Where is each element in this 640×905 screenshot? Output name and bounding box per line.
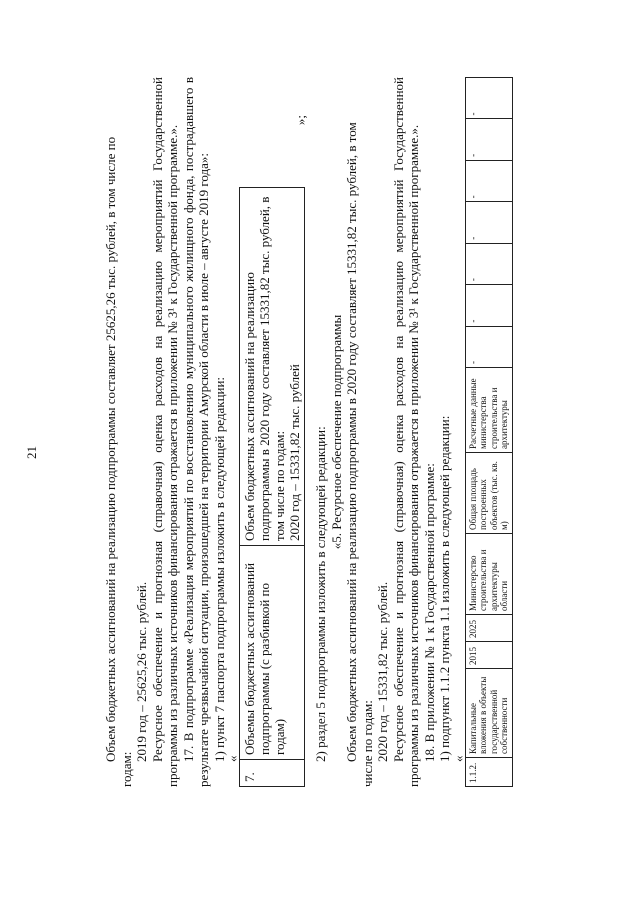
- table-row: [465, 78, 512, 787]
- item-18-sub-1: 1) подпункт 1.1.2 пункта 1.1 изложить в следующей редакции:: [437, 415, 452, 762]
- item-18: 18. В приложении № 1 к Государственной программе:: [421, 463, 437, 762]
- section-5-text-1: Объем бюджетных ассигнований на реализацию подпрограммы в 2020 году составляет 15331,82 тыс. рублей, в том: [344, 122, 359, 762]
- item-17-sub-2: 2) раздел 5 подпрограммы изложить в следующей редакции:: [313, 426, 328, 762]
- document-body: [103, 77, 513, 787]
- table-value-line-1: Объем бюджетных ассигнований на реализацию подпрограммы в 2020 году составляет 15331,82 тыс. рублей, в том числе по годам:: [242, 196, 287, 541]
- section-5-heading: «5. Ресурсное обеспечение подпрограммы: [328, 314, 344, 550]
- item-17: 17. В подпрограмме «Реализация мероприятий по восстановлению муниципального жилищного фонда, пострадавшего в результате чрезвычайной ситуации, произошедшей на территории Амурской области в июле – августе 2019 года»:: [180, 77, 211, 787]
- table-cell: 2025: [465, 615, 512, 642]
- intro-line-1: Объем бюджетных ассигнований на реализацию подпрограммы составляет 25625,26 тыс. рублей, в том числе по: [103, 136, 118, 762]
- table-cell-label: Объемы бюджетных ассигнований подпрограммы (с разбивкой по годам): [240, 546, 305, 760]
- table-cell: -: [465, 202, 512, 243]
- appendix-table: [465, 77, 513, 787]
- page-number: 21: [24, 446, 39, 459]
- table-cell: -: [465, 160, 512, 201]
- table-cell: -: [465, 119, 512, 160]
- intro-line-2: годам:: [118, 751, 134, 787]
- table-cell: 1.1.2.: [465, 758, 512, 787]
- quote-open-2: «: [450, 755, 466, 762]
- table-cell: 2015: [465, 642, 512, 669]
- table-cell: Капитальные вложения в объекты государственной собственности: [465, 669, 512, 758]
- table-cell: -: [465, 78, 512, 119]
- section-5-text-3: 2020 год – 15331,82 тыс. рублей.: [375, 581, 390, 762]
- table-value-line-2: 2020 год – 15331,82 тыс. рублей: [287, 364, 302, 541]
- table-cell: -: [465, 243, 512, 284]
- intro-resource-paragraph: Ресурсное обеспечение и прогнозная (справочная) оценка расходов на реализацию мероприятий Государственной программы из различных источников финансирования отражается в приложении № 3¹ к Государственной программе.».: [149, 77, 180, 787]
- table-cell: -: [465, 285, 512, 326]
- quote-open: «: [225, 755, 240, 762]
- table-cell: -: [465, 326, 512, 367]
- intro-line-3: 2019 год – 25625,26 тыс. рублей.: [134, 581, 149, 762]
- item-17-sub-1: 1) пункт 7 паспорта подпрограммы изложить в следующей редакции:: [211, 376, 227, 762]
- table-cell: Расчетные данные министерства строительства и архитектуры: [465, 368, 512, 453]
- table-cell: Министерство строительства и архитектуры области: [465, 534, 512, 615]
- section-5-text-2: числе по годам:: [359, 700, 375, 787]
- section-5-resource-paragraph: Ресурсное обеспечение и прогнозная (справочная) оценка расходов на реализацию мероприятий Государственной программы из различных источников финансирования отражается в приложении № 3¹ к Государственной программе.».: [390, 77, 421, 787]
- table-cell-num: 7.: [240, 760, 305, 787]
- closing-quote: »;: [293, 115, 308, 126]
- table-cell: Общая площадь построенных объектов (тыс. кв. м): [465, 453, 512, 534]
